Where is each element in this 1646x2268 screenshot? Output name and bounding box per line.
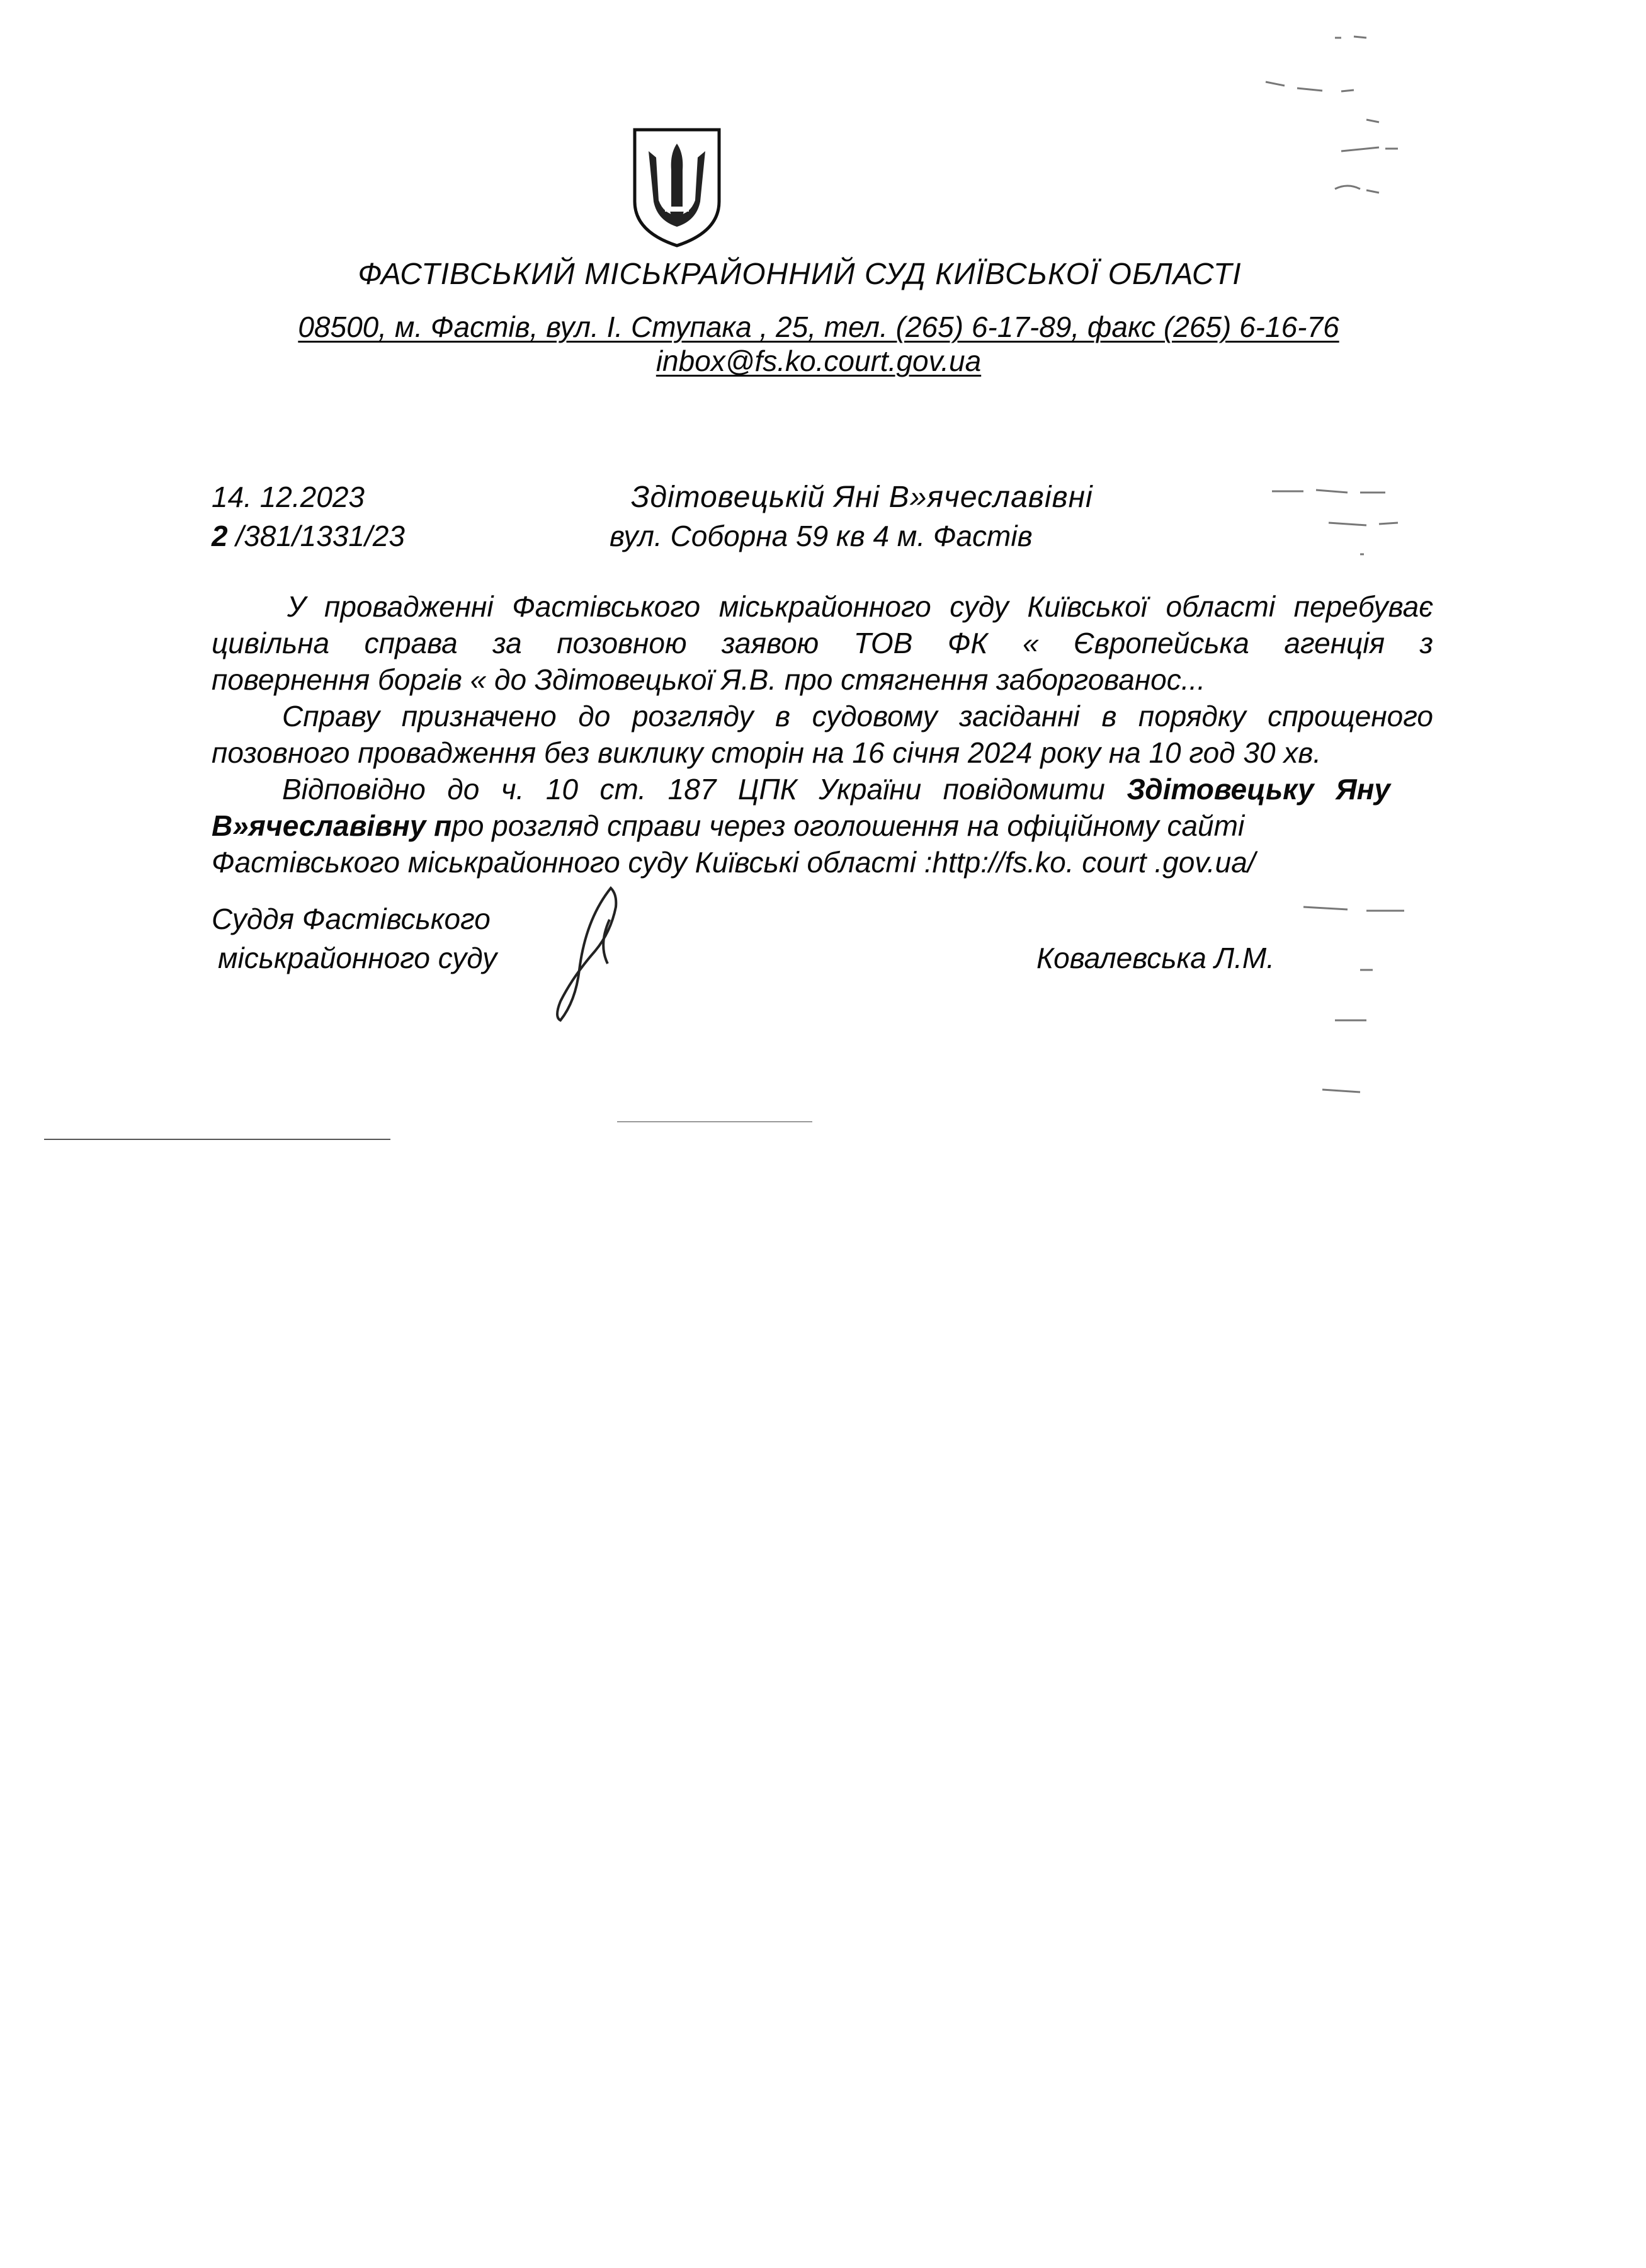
paragraph-line: Фастівського міськрайонного суду Київські області :http://fs.ko. court .gov.ua/ — [212, 846, 1256, 879]
ukraine-coat-of-arms-icon — [630, 126, 724, 249]
paragraph-line: цивільна справа за позовною заявою ТОВ ФК « Європейська агенція з — [212, 627, 1433, 659]
court-email[interactable]: inbox@fs.ko.court.gov.ua — [656, 345, 982, 377]
scan-artifact — [1297, 894, 1448, 1108]
paragraph-line: У провадженні Фастівського міськрайонного суду Київської області перебуває — [287, 590, 1433, 623]
court-name: ФАСТІВСЬКИЙ МІСЬКРАЙОННИЙ СУД КИЇВСЬКОЇ ОБЛАСТІ — [358, 258, 1242, 291]
recipient-name: Здітовецькій Яні В»ячеславівні — [631, 481, 1093, 514]
paragraph-line: повернення боргів « до Здітовецької Я.В. про стягнення заборгованос... — [212, 663, 1206, 696]
paragraph-line: позовного провадження без виклику сторін на 16 січня 2024 року на 10 год 30 хв. — [212, 736, 1322, 769]
scan-line — [617, 1121, 812, 1122]
judge-title-line-1: Суддя Фастівського — [212, 903, 491, 935]
handwritten-signature — [535, 882, 636, 1027]
paragraph-line: Відповідно до ч. 10 ст. 187 ЦПК України повідомити Здітовецьку Яну — [282, 773, 1391, 806]
letter-date: 14. 12.2023 — [212, 481, 365, 513]
court-address: 08500, м. Фастів, вул. І. Ступака , 25, тел. (265) 6-17-89, факс (265) 6-16-76 — [298, 311, 1339, 343]
scan-artifact — [1259, 25, 1423, 214]
recipient-address: вул. Соборна 59 кв 4 м. Фастів — [610, 520, 1033, 552]
paragraph-line: В»ячеславівну про розгляд справи через оголошення на офіційному сайті — [212, 809, 1245, 842]
judge-name: Ковалевська Л.М. — [1036, 942, 1274, 974]
scan-artifact — [1259, 479, 1436, 561]
judge-title-line-2: міськрайонного суду — [218, 942, 497, 974]
letter-body — [212, 588, 1433, 880]
case-number: 2 /381/1331/23 — [212, 520, 405, 552]
paragraph-line: Справу призначено до розгляду в судовому засіданні в порядку спрощеного — [282, 700, 1433, 732]
scan-line — [44, 1139, 390, 1140]
